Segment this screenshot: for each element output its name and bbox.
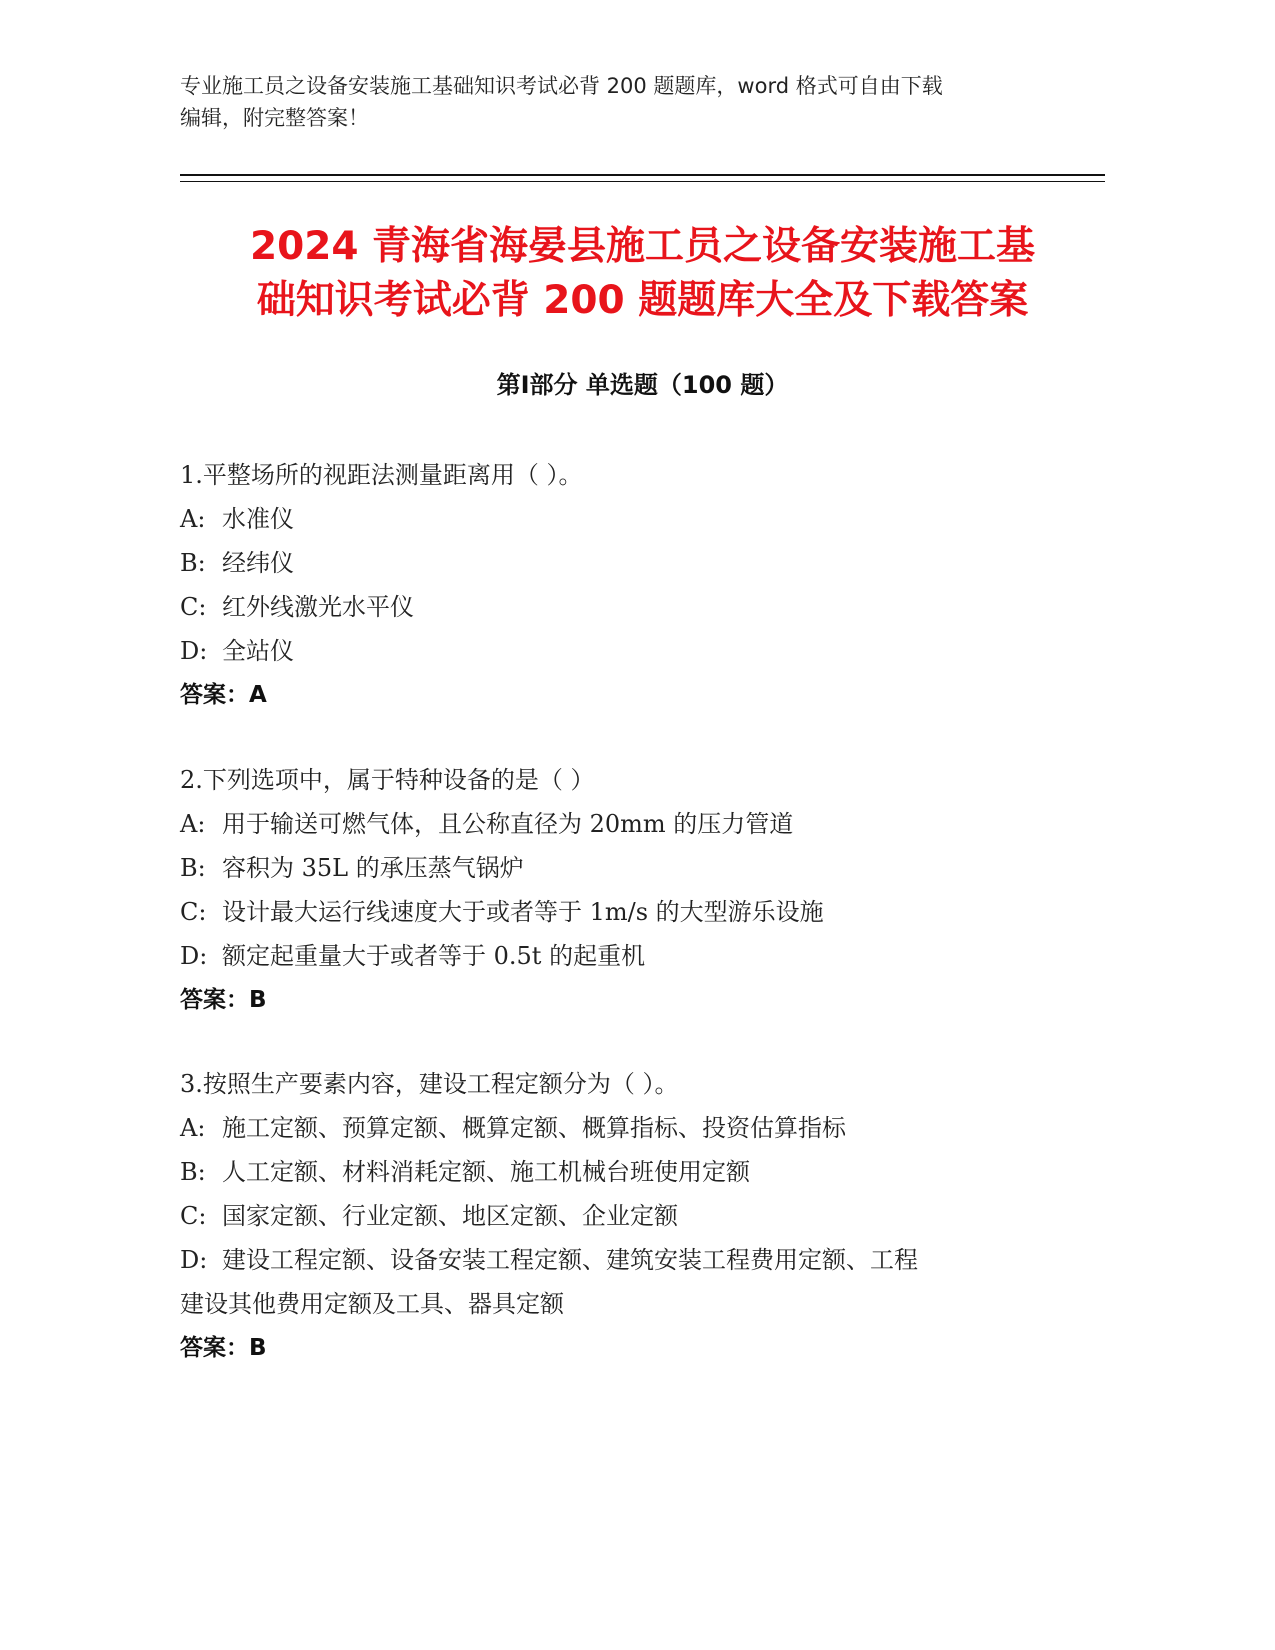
option-text: 设计最大运行线速度大于或者等于 1m/s 的大型游乐设施 (222, 898, 824, 926)
section-heading: 第Ⅰ部分 单选题（100 题） (496, 371, 789, 399)
option-d (180, 934, 1060, 978)
option-b (180, 1150, 1060, 1194)
answer-line: 答案：B (180, 1335, 267, 1361)
question-stem: 2.下列选项中，属于特种设备的是（ ） (180, 766, 595, 794)
option-letter: D: (180, 942, 208, 970)
option-c (180, 585, 1060, 629)
option-letter: B: (180, 549, 206, 577)
question-stem: 1.平整场所的视距法测量距离用（ ）。 (180, 461, 583, 489)
header-divider-thick (180, 174, 1105, 176)
answer-line: 答案：B (180, 987, 267, 1013)
option-d (180, 629, 1060, 673)
option-d-continuation: 建设其他费用定额及工具、器具定额 (180, 1290, 564, 1318)
option-text: 经纬仪 (222, 549, 294, 577)
option-text: 红外线激光水平仪 (222, 593, 414, 621)
option-letter: C: (180, 898, 207, 926)
option-b (180, 846, 1060, 890)
option-a (180, 802, 1060, 846)
option-letter: D: (180, 1246, 208, 1274)
option-letter: A: (180, 1114, 206, 1142)
option-letter: A: (180, 505, 206, 533)
option-letter: B: (180, 854, 206, 882)
answer-line: 答案：A (180, 682, 267, 708)
option-text: 建设工程定额、设备安装工程定额、建筑安装工程费用定额、工程 (222, 1246, 918, 1274)
option-text: 额定起重量大于或者等于 0.5t 的起重机 (222, 942, 646, 970)
document-title-line-1: 2024 青海省海晏县施工员之设备安装施工基 (249, 224, 1036, 269)
option-a (180, 497, 1060, 541)
option-a (180, 1106, 1060, 1150)
header-divider-thin (180, 181, 1105, 182)
document-title-line-2: 础知识考试必背 200 题题库大全及下载答案 (256, 278, 1029, 323)
option-text: 全站仪 (222, 637, 294, 665)
option-letter: A: (180, 810, 206, 838)
document-title (180, 220, 1105, 328)
option-letter: C: (180, 1202, 207, 1230)
option-c (180, 1194, 1060, 1238)
option-text: 容积为 35L 的承压蒸气锅炉 (222, 854, 524, 882)
option-b (180, 541, 1060, 585)
option-c (180, 890, 1060, 934)
header-note-line-2: 编辑，附完整答案！ (180, 106, 369, 130)
option-d (180, 1238, 1060, 1282)
option-text: 用于输送可燃气体，且公称直径为 20mm 的压力管道 (222, 810, 794, 838)
question-stem: 3.按照生产要素内容，建设工程定额分为（ ）。 (180, 1070, 679, 1098)
option-letter: C: (180, 593, 207, 621)
document-header-note (180, 70, 1040, 134)
header-note-line-1: 专业施工员之设备安装施工基础知识考试必背 200 题题库，word 格式可自由下载 (180, 74, 943, 98)
question-2 (180, 758, 1060, 1022)
question-3 (180, 1062, 1060, 1370)
option-letter: B: (180, 1158, 206, 1186)
option-text: 人工定额、材料消耗定额、施工机械台班使用定额 (222, 1158, 750, 1186)
option-text: 国家定额、行业定额、地区定额、企业定额 (222, 1202, 678, 1230)
option-text: 水准仪 (222, 505, 294, 533)
question-1 (180, 453, 1060, 717)
option-letter: D: (180, 637, 208, 665)
option-text: 施工定额、预算定额、概算定额、概算指标、投资估算指标 (222, 1114, 846, 1142)
